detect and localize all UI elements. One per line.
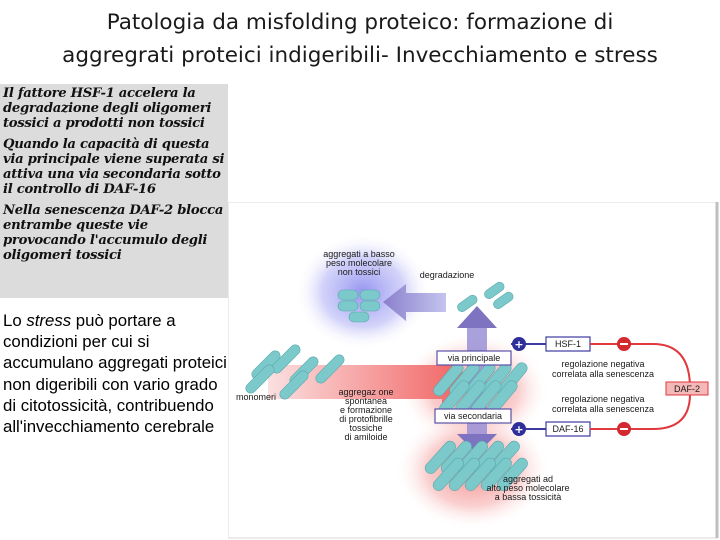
low-mw-line-2: peso molecolare — [325, 258, 393, 268]
spontaneous-line-3: e formazione — [339, 405, 393, 415]
stress-after: può portare a condizioni per cui si accumulano aggregati proteici non digeribili con vario grado di citotossicità, contribuendo all'invecchiamento cerebrale — [3, 311, 227, 437]
spontaneous-line-2: spontanea — [344, 396, 388, 406]
high-mw-line-1: aggregati ad — [502, 474, 554, 484]
aggregation-pathway-diagram — [228, 202, 720, 540]
svg-text:+: + — [514, 423, 524, 436]
secondary-pathway-label: via secondaria — [443, 411, 503, 421]
spontaneous-line-6: di amiloide — [344, 432, 388, 442]
daf16-label: DAF-16 — [552, 424, 584, 434]
neg-reg-1-line-1: regolazione negativa — [561, 359, 645, 369]
stress-emphasis: stress — [26, 311, 72, 330]
spontaneous-line-5: tossiche — [349, 423, 383, 433]
neg-reg-1-line-2: correlata alla senescenza — [551, 369, 655, 379]
daf2-label: DAF-2 — [673, 384, 701, 394]
low-mw-line-1: aggregati a basso — [323, 249, 395, 259]
degradation-label: degradazione — [419, 270, 475, 280]
low-mw-line-3: non tossici — [337, 267, 381, 277]
hsf1-label: HSF-1 — [554, 339, 582, 349]
high-mw-line-3: a bassa tossicità — [494, 492, 562, 502]
svg-text:+: + — [514, 338, 524, 351]
monomers-label: monomeri — [235, 392, 277, 402]
spontaneous-line-1: aggregaz one — [338, 387, 394, 397]
stress-before: Lo — [3, 311, 27, 330]
daf16-paragraph: Quando la capacità di questa via principale viene superata si attiva una via secondaria sotto il controllo di DAF-16 — [3, 137, 225, 197]
slide-title — [0, 6, 720, 72]
neg-reg-2-line-2: correlata alla senescenza — [551, 404, 655, 414]
title-line-2: aggregrati proteici indigeribili- Invecchiamento e stress — [62, 43, 658, 68]
neg-reg-2-line-1: regolazione negativa — [561, 394, 645, 404]
stress-paragraph — [3, 310, 227, 437]
title-line-1: Patologia da misfolding proteico: formazione di — [106, 10, 614, 35]
daf2-paragraph: Nella senescenza DAF-2 blocca entrambe queste vie provocando l'accumulo degli oligomeri tossici — [3, 203, 224, 263]
spontaneous-line-4: di protofibrille — [339, 414, 393, 424]
mechanism-text-box — [0, 84, 228, 298]
hsf1-paragraph: Il fattore HSF-1 accelera la degradazione degli oligomeri tossici a prodotti non tossici — [3, 86, 212, 131]
main-pathway-label: via principale — [447, 353, 501, 363]
high-mw-line-2: alto peso molecolare — [486, 483, 570, 493]
